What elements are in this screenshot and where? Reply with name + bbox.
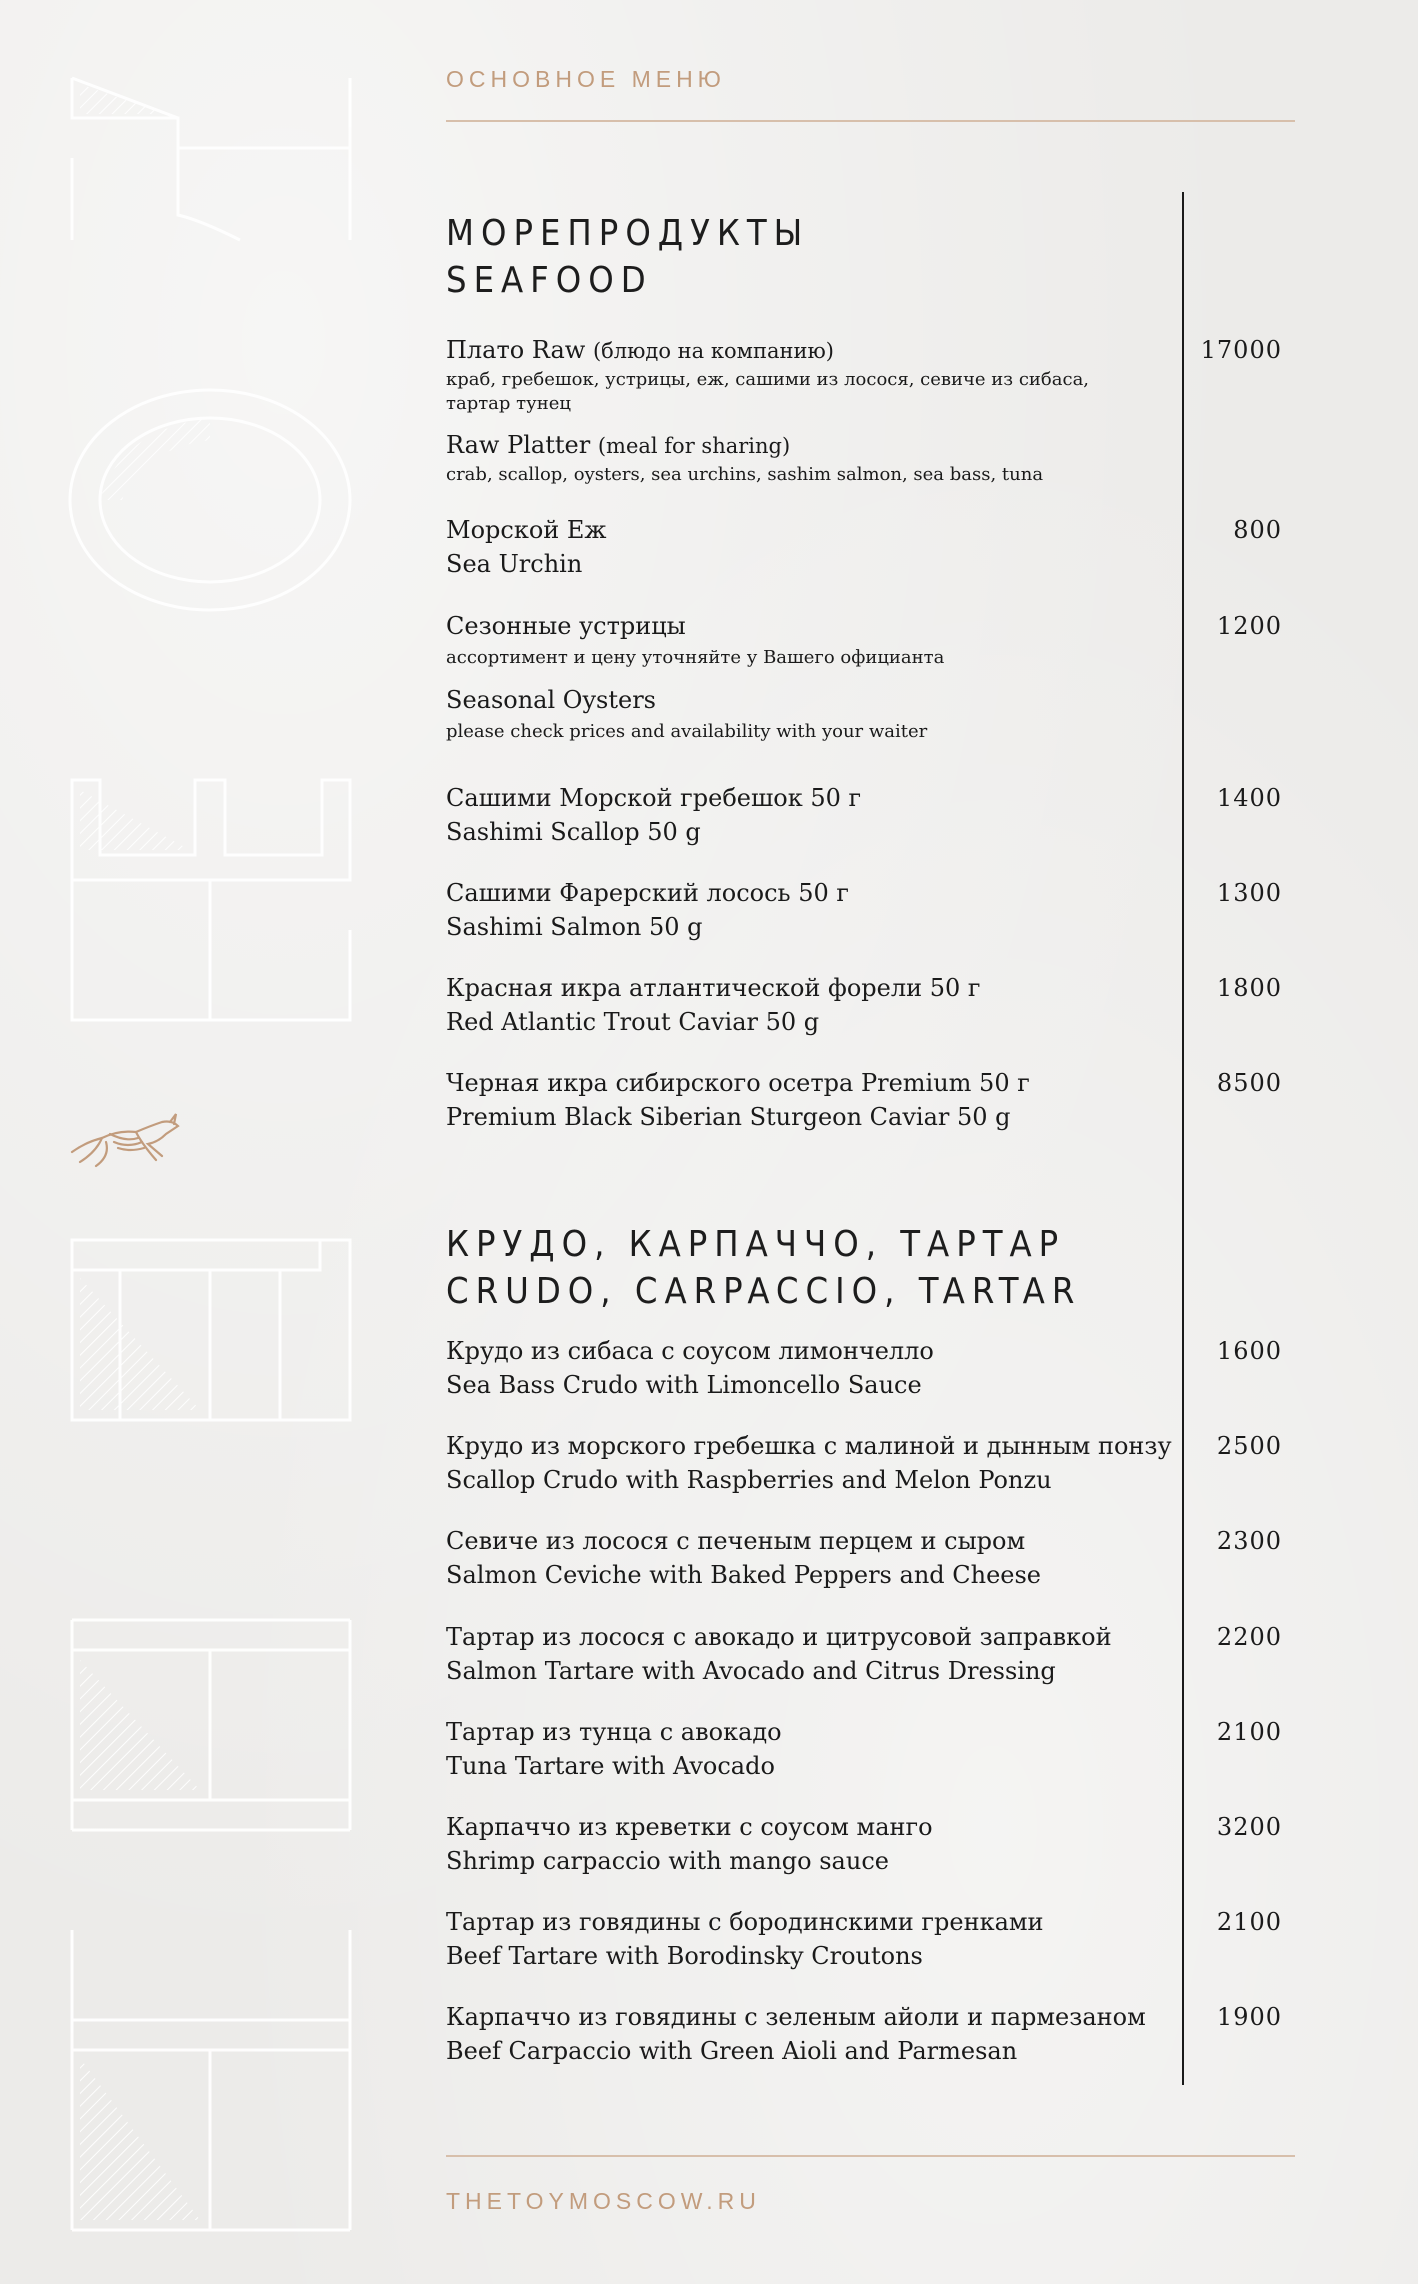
item-name-ru: Красная икра атлантической форели 50 г: [446, 974, 981, 1002]
item-name-en: Sashimi Salmon 50 g: [446, 913, 703, 941]
header-divider: [446, 120, 1295, 122]
menu-item: [446, 2000, 1176, 2068]
item-name-en: Raw Platter: [446, 431, 591, 459]
item-name-en: Shrimp carpaccio with mango sauce: [446, 1847, 889, 1875]
item-name-ru: Сашими Фарерский лосось 50 г: [446, 879, 849, 907]
item-price: 1300: [1216, 879, 1282, 907]
item-name-ru: Карпаччо из креветки с соусом манго: [446, 1813, 933, 1841]
item-name-ru: Тартар из лосося с авокадо и цитрусовой заправкой: [446, 1623, 1112, 1651]
website-link[interactable]: THETOYMOSCOW.RU: [446, 2188, 761, 2214]
item-price: 1200: [1216, 612, 1282, 640]
item-name-en: Beef Tartare with Borodinsky Croutons: [446, 1942, 923, 1970]
item-name-en: Tuna Tartare with Avocado: [446, 1752, 775, 1780]
item-description-ru: ассортимент и цену уточняйте у Вашего официанта: [446, 647, 945, 668]
item-price: 3200: [1216, 1813, 1282, 1841]
section-title-crudo: [446, 1221, 1081, 1315]
menu-item: [446, 1620, 1176, 1688]
menu-item: [446, 1715, 1176, 1783]
item-name-ru: Морской Еж: [446, 516, 607, 544]
item-description-ru-cont: тартар тунец: [446, 393, 571, 414]
item-price: 2200: [1216, 1623, 1282, 1651]
item-name-en: Beef Carpaccio with Green Aioli and Parmesan: [446, 2037, 1018, 2065]
section-title-ru: КРУДО, КАРПАЧЧО, ТАРТАР: [446, 1224, 1066, 1265]
item-price: 2300: [1216, 1527, 1282, 1555]
menu-item: [446, 1334, 1176, 1402]
menu-item: [446, 876, 1176, 944]
menu-header-label: ОСНОВНОЕ МЕНЮ: [446, 66, 726, 92]
item-price: 800: [1233, 516, 1282, 544]
item-price: 2500: [1216, 1432, 1282, 1460]
footer-divider: [446, 2155, 1295, 2157]
item-name-ru: Сезонные устрицы: [446, 612, 686, 640]
item-name-en: Sea Urchin: [446, 550, 583, 578]
item-name-ru: Севиче из лосося с печеным перцем и сыром: [446, 1527, 1026, 1555]
item-note-ru: (блюдо на компанию): [592, 339, 834, 363]
item-name-en: Salmon Ceviche with Baked Peppers and Cheese: [446, 1561, 1042, 1589]
item-price: 17000: [1200, 336, 1282, 364]
item-description-ru: краб, гребешок, устрицы, еж, сашими из лосося, севиче из сибаса,: [446, 369, 1090, 390]
menu-item: [446, 781, 1176, 849]
item-name-ru: Тартар из говядины с бородинскими гренками: [446, 1908, 1044, 1936]
item-name-ru: Плато Raw: [446, 336, 586, 364]
item-price: 1400: [1216, 784, 1282, 812]
item-note-en: (meal for sharing): [597, 434, 791, 458]
item-name-en: Sashimi Scallop 50 g: [446, 818, 701, 846]
item-name-ru: Карпаччо из говядины с зеленым айоли и пармезаном: [446, 2003, 1146, 2031]
item-price: 1800: [1216, 974, 1282, 1002]
menu-item: [446, 1066, 1176, 1134]
menu-item: [446, 1905, 1176, 1973]
item-name-ru: Крудо из морского гребешка с малиной и дынным понзу: [446, 1432, 1172, 1460]
item-price: 1900: [1216, 2003, 1282, 2031]
item-price: 8500: [1216, 1069, 1282, 1097]
section-title-seafood: [446, 210, 809, 304]
menu-item: [446, 513, 1176, 581]
item-name-ru: Сашими Морской гребешок 50 г: [446, 784, 862, 812]
menu-item: [446, 609, 1176, 747]
item-name-ru: Тартар из тунца с авокадо: [446, 1718, 782, 1746]
menu-item: [446, 333, 1176, 487]
item-name-ru: Крудо из сибаса с соусом лимончелло: [446, 1337, 934, 1365]
item-price: 2100: [1216, 1718, 1282, 1746]
item-description-en: crab, scallop, oysters, sea urchins, sashim salmon, sea bass, tuna: [446, 464, 1044, 485]
menu-item: [446, 1810, 1176, 1878]
item-name-en: Red Atlantic Trout Caviar 50 g: [446, 1008, 820, 1036]
menu-item: [446, 1524, 1176, 1592]
item-name-en: Salmon Tartare with Avocado and Citrus Dressing: [446, 1657, 1056, 1685]
running-dog-icon: [66, 1112, 186, 1170]
item-name-ru: Черная икра сибирского осетра Premium 50 г: [446, 1069, 1030, 1097]
section-title-ru: МОРЕПРОДУКТЫ: [446, 213, 810, 254]
item-name-en: Premium Black Siberian Sturgeon Caviar 50 g: [446, 1103, 1011, 1131]
menu-item: [446, 1429, 1176, 1497]
price-column-divider: [1182, 192, 1184, 2085]
menu-item: [446, 971, 1176, 1039]
section-title-en: SEAFOOD: [446, 260, 653, 301]
item-description-en: please check prices and availability with your waiter: [446, 721, 928, 742]
item-name-en: Sea Bass Crudo with Limoncello Sauce: [446, 1371, 922, 1399]
section-title-en: CRUDO, CARPACCIO, TARTAR: [446, 1271, 1082, 1312]
item-name-en: Scallop Crudo with Raspberries and Melon Ponzu: [446, 1466, 1052, 1494]
item-name-en: Seasonal Oysters: [446, 686, 656, 714]
item-price: 2100: [1216, 1908, 1282, 1936]
item-price: 1600: [1216, 1337, 1282, 1365]
